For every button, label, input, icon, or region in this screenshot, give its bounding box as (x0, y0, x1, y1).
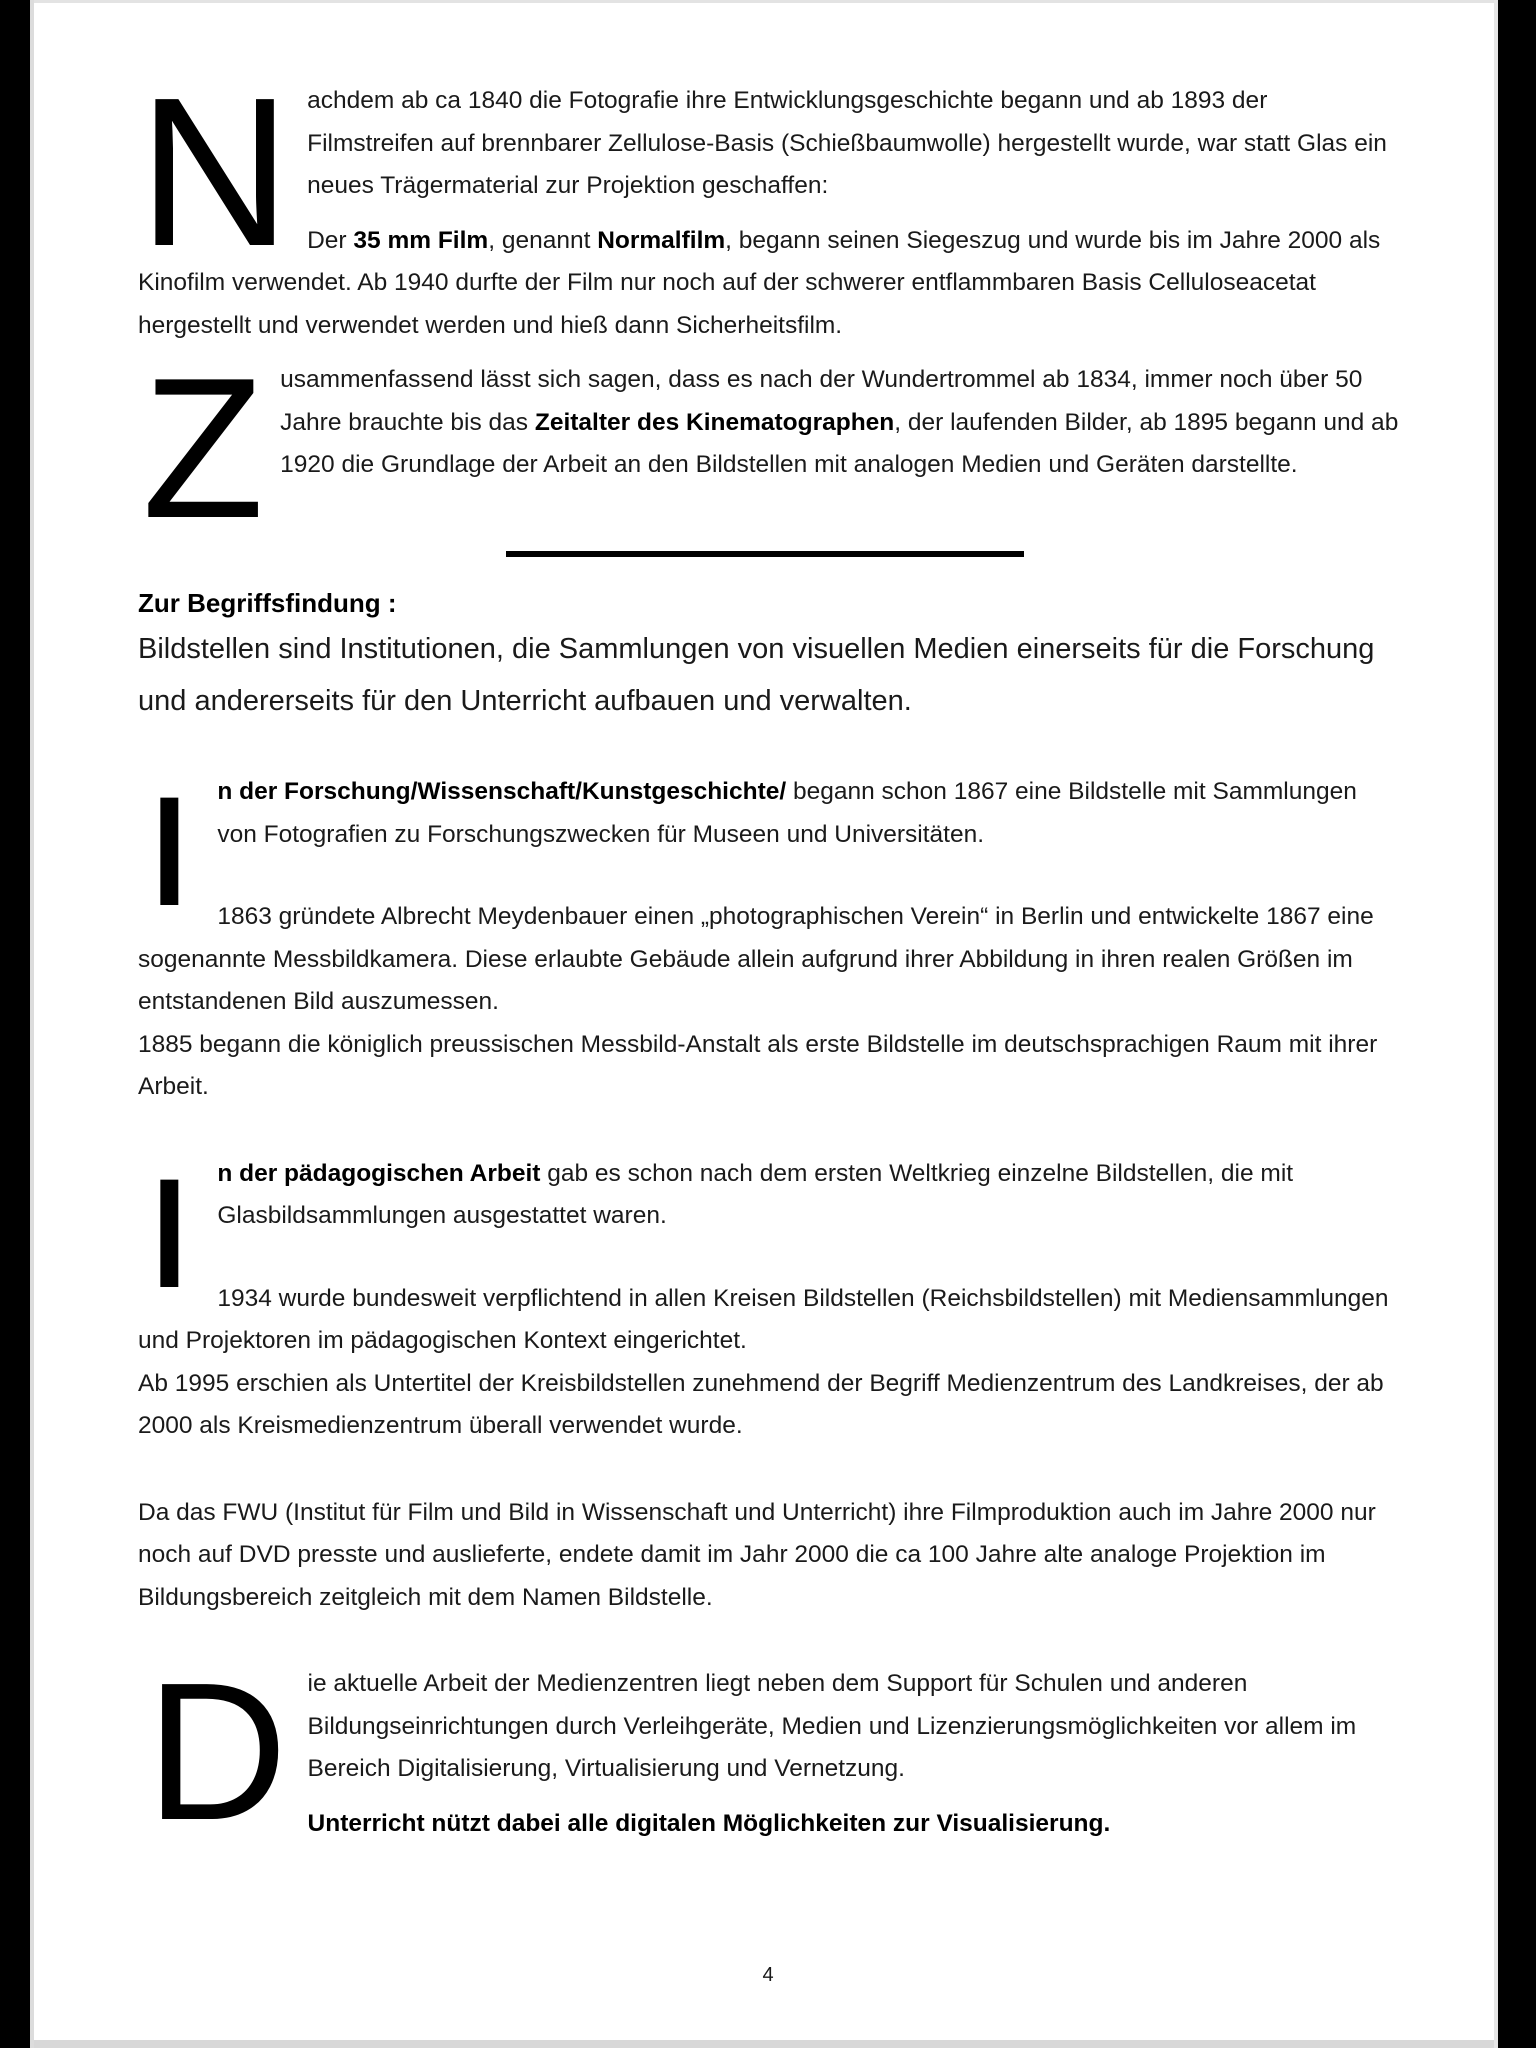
text-forschung: begann schon 1867 eine Bildstelle mit Sammlungen von Fotografien zu Forschungszwecken für Museen und Universitäten. (217, 778, 1357, 848)
bold-zeitalter: Zeitalter des Kinematographen (534, 408, 895, 436)
section-medienzentren (138, 1642, 1400, 1861)
section-forschung (138, 765, 1400, 1109)
left-dark-border (0, 0, 34, 2048)
spacer (138, 1619, 1400, 1663)
heading-begriffsfindung: Zur Begriffsfindung : (138, 588, 397, 618)
page-number: 4 (762, 1964, 774, 1986)
paragraph-unterricht (138, 1803, 1400, 1846)
paragraph-fwu: Da das FWU (Institut für Film und Bild in Wissenschaft und Unterricht) ihre Filmproduktion auch im Jahre 2000 nur noch auf DVD presste und auslieferte, endete damit im Jahr 2000 die ca 100 Jahre alte analoge Projektion im Bildungsbereich zeitgleich mit dem Namen Bildstelle. (138, 1498, 1376, 1611)
spacer (138, 1791, 1400, 1803)
spacer (138, 1109, 1400, 1153)
paragraph-meydenbauer: 1863 gründete Albrecht Meydenbauer einen „photographischen Verein“ in Berlin und entwickelte 1867 eine sogenannte Messbildkamera. Diese erlaubte Gebäude allein aufgrund ihrer Abbildung in ihren realen Größen im entstandenen Bild auszumessen. (138, 903, 1374, 1015)
paragraph-35mm-film (138, 220, 1400, 348)
section-kinematograph (138, 337, 1400, 560)
intro-bildstellen: Bildstellen sind Institutionen, die Sammlungen von visuellen Medien einerseits für die Forschung und andererseits für den Unterricht aufbauen und verwalten. (138, 633, 1375, 717)
section-divider (506, 551, 1024, 557)
bottom-edge (34, 2040, 1494, 2048)
right-border-strip (1494, 0, 1498, 2048)
text-genannt: , genannt (488, 226, 598, 254)
paragraph-paedagogik (138, 1153, 1400, 1238)
dropcap-i-forschung: I (152, 765, 187, 939)
spacer (138, 727, 1400, 771)
dropcap-d: D (146, 1642, 288, 1861)
section-paedagogik (138, 1146, 1400, 1448)
bold-normalfilm: Normalfilm (597, 226, 726, 254)
paragraph-forschung (138, 771, 1400, 856)
bold-paedagogik: n der pädagogischen Arbeit (217, 1159, 541, 1187)
dropcap-i-paedagogik: I (152, 1146, 187, 1321)
document-page (138, 53, 1400, 1861)
spacer (138, 856, 1400, 896)
dropcap-z: Z (142, 337, 265, 560)
text-paedagogik: gab es schon nach dem ersten Weltkrieg einzelne Bildstellen, die mit Glasbildsammlungen ausgestattet waren. (217, 1159, 1294, 1229)
bold-35mm-film: 35 mm Film (353, 226, 489, 254)
text-der: Der (307, 226, 354, 254)
dropcap-n: N (138, 53, 288, 290)
section-normalfilm (138, 53, 1400, 347)
text-zusammenfassend: usammenfassend lässt sich sagen, dass es nach der Wundertrommel ab 1834, immer noch über 50 Jahre brauchte bis das (280, 366, 1363, 436)
text-laufende-bilder: , der laufenden Bilder, ab 1895 begann und ab 1920 die Grundlage der Arbeit an den Bildstellen mit analogen Medien und Geräten darstellte. (280, 408, 1399, 478)
paragraph-fotografie (138, 80, 1400, 208)
spacer (138, 1238, 1400, 1278)
paragraph-medienzentrum: Ab 1995 erschien als Untertitel der Kreisbildstellen zunehmend der Begriff Medienzentrum des Landkreises, der ab 2000 als Kreismedienzentrum überall verwendet wurde. (138, 1369, 1384, 1439)
text-siegeszug: , begann seinen Siegeszug und wurde bis im Jahre 2000 als Kinofilm verwendet. Ab 1940 durfte der Film nur noch auf der schwerer entflammbaren Basis Celluloseacetat hergestellt und verwendet werden und hieß dann Sicherheitsfilm. (138, 226, 1381, 339)
paragraph-zusammenfassend (138, 359, 1400, 487)
paragraph-medienzentren: ie aktuelle Arbeit der Medienzentren liegt neben dem Support für Schulen und anderen Bildungseinrichtungen durch Verleihgeräte, Medien und Lizenzierungsmöglichkeiten vor allem im Bereich Digitalisierung, Virtualisierung und Vernetzung. (307, 1670, 1357, 1782)
right-dark-border (1494, 0, 1536, 2048)
spacer (138, 1448, 1400, 1492)
spacer (138, 347, 1400, 359)
spacer (138, 208, 1400, 220)
paragraph-reichsbildstellen: 1934 wurde bundesweit verpflichtend in allen Kreisen Bildstellen (Reichsbildstellen) mit Mediensammlungen und Projektoren im pädagogischen Kontext eingerichtet. (138, 1284, 1389, 1354)
paragraph-messbild-anstalt: 1885 begann die königlich preussischen Messbild-Anstalt als erste Bildstelle im deutschsprachigen Raum mit ihrer Arbeit. (138, 1030, 1378, 1100)
text-fotografie: achdem ab ca 1840 die Fotografie ihre Entwicklungsgeschichte begann und ab 1893 der Filmstreifen auf brennbarer Zellulose-Basis (Schießbaumwolle) hergestellt wurde, war statt Glas ein neues Trägermaterial zur Projektion geschaffen: (307, 87, 1387, 199)
left-border-strip (30, 0, 34, 2048)
bold-forschung: n der Forschung/Wissenschaft/Kunstgeschichte/ (217, 778, 787, 805)
top-edge (34, 0, 1494, 3)
bold-unterricht: Unterricht nützt dabei alle digitalen Möglichkeiten zur Visualisierung. (307, 1809, 1111, 1837)
